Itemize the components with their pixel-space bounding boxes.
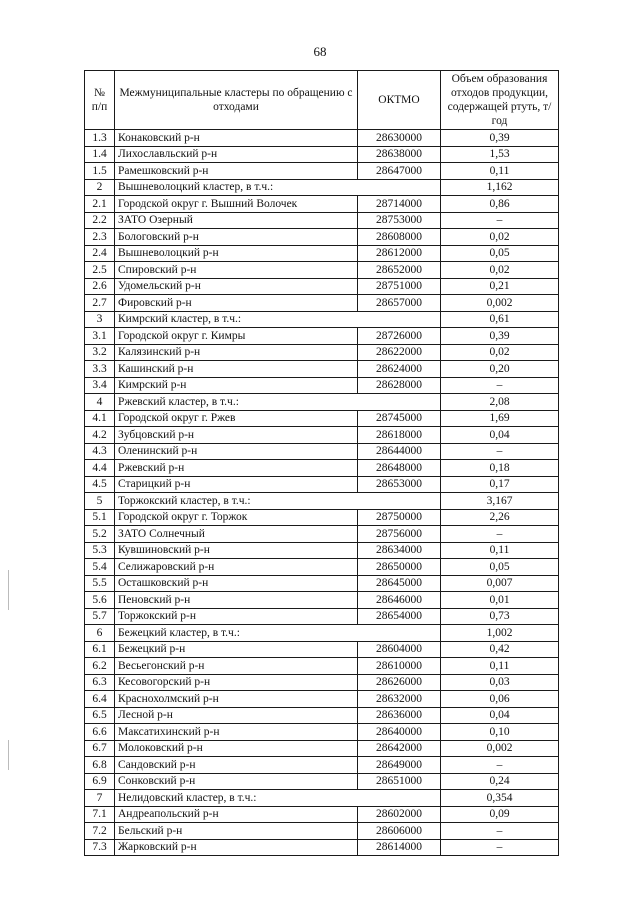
waste-volume: 0,354 <box>441 790 559 807</box>
municipality-name: Фировский р-н <box>115 295 358 312</box>
waste-volume: 0,04 <box>441 707 559 724</box>
municipality-name: Зубцовский р-н <box>115 427 358 444</box>
waste-volume: 0,11 <box>441 542 559 559</box>
waste-volume: 0,11 <box>441 163 559 180</box>
row-number: 2.1 <box>85 196 115 213</box>
scan-edge-mark <box>8 740 9 770</box>
row-number: 2.4 <box>85 245 115 262</box>
municipality-name: Сонковский р-н <box>115 773 358 790</box>
municipality-name: ЗАТО Озерный <box>115 212 358 229</box>
oktmo-code: 28652000 <box>358 262 441 279</box>
table-row <box>85 823 559 840</box>
table-row <box>85 344 559 361</box>
table-row <box>85 575 559 592</box>
waste-volume: 0,02 <box>441 344 559 361</box>
table-row <box>85 592 559 609</box>
row-number: 3.3 <box>85 361 115 378</box>
waste-volume: 0,05 <box>441 559 559 576</box>
row-number: 6 <box>85 625 115 642</box>
row-number: 6.3 <box>85 674 115 691</box>
header-num: № п/п <box>85 71 115 130</box>
cluster-row <box>85 179 559 196</box>
oktmo-code: 28653000 <box>358 476 441 493</box>
oktmo-code: 28753000 <box>358 212 441 229</box>
waste-volume: 0,05 <box>441 245 559 262</box>
table-row <box>85 674 559 691</box>
table-row <box>85 196 559 213</box>
oktmo-code: 28756000 <box>358 526 441 543</box>
waste-volume: 1,162 <box>441 179 559 196</box>
oktmo-code: 28612000 <box>358 245 441 262</box>
waste-volume: 0,002 <box>441 295 559 312</box>
table-row <box>85 559 559 576</box>
oktmo-code: 28642000 <box>358 740 441 757</box>
table-row <box>85 278 559 295</box>
row-number: 4.4 <box>85 460 115 477</box>
oktmo-code: 28628000 <box>358 377 441 394</box>
waste-volume: – <box>441 526 559 543</box>
waste-volume: 0,002 <box>441 740 559 757</box>
cluster-row <box>85 311 559 328</box>
row-number: 3.2 <box>85 344 115 361</box>
waste-volume: 0,42 <box>441 641 559 658</box>
table-row <box>85 526 559 543</box>
row-number: 6.7 <box>85 740 115 757</box>
cluster-name: Нелидовский кластер, в т.ч.: <box>115 790 441 807</box>
waste-volume: 0,02 <box>441 262 559 279</box>
waste-volume: 0,20 <box>441 361 559 378</box>
municipality-name: Максатихинский р-н <box>115 724 358 741</box>
table-row <box>85 641 559 658</box>
municipality-name: Селижаровский р-н <box>115 559 358 576</box>
oktmo-code: 28632000 <box>358 691 441 708</box>
municipality-name: Ржевский р-н <box>115 460 358 477</box>
row-number: 3 <box>85 311 115 328</box>
oktmo-code: 28726000 <box>358 328 441 345</box>
row-number: 5.3 <box>85 542 115 559</box>
waste-volume: 0,17 <box>441 476 559 493</box>
municipality-name: Рамешковский р-н <box>115 163 358 180</box>
oktmo-code: 28626000 <box>358 674 441 691</box>
waste-volume: 0,24 <box>441 773 559 790</box>
row-number: 7.2 <box>85 823 115 840</box>
waste-volume: – <box>441 377 559 394</box>
oktmo-code: 28634000 <box>358 542 441 559</box>
cluster-row <box>85 790 559 807</box>
municipality-name: Бологовский р-н <box>115 229 358 246</box>
waste-volume: 0,06 <box>441 691 559 708</box>
table-row <box>85 707 559 724</box>
row-number: 5 <box>85 493 115 510</box>
table-row <box>85 377 559 394</box>
table-row <box>85 443 559 460</box>
header-oktmo: ОКТМО <box>358 71 441 130</box>
oktmo-code: 28648000 <box>358 460 441 477</box>
oktmo-code: 28647000 <box>358 163 441 180</box>
oktmo-code: 28745000 <box>358 410 441 427</box>
waste-volume: 3,167 <box>441 493 559 510</box>
waste-clusters-table <box>84 70 559 856</box>
oktmo-code: 28622000 <box>358 344 441 361</box>
oktmo-code: 28604000 <box>358 641 441 658</box>
waste-volume: – <box>441 757 559 774</box>
row-number: 5.5 <box>85 575 115 592</box>
municipality-name: Удомельский р-н <box>115 278 358 295</box>
oktmo-code: 28651000 <box>358 773 441 790</box>
municipality-name: Кесовогорский р-н <box>115 674 358 691</box>
waste-volume: 1,69 <box>441 410 559 427</box>
table-row <box>85 658 559 675</box>
table-row <box>85 757 559 774</box>
oktmo-code: 28640000 <box>358 724 441 741</box>
row-number: 2.6 <box>85 278 115 295</box>
table-row <box>85 542 559 559</box>
row-number: 2.5 <box>85 262 115 279</box>
row-number: 7 <box>85 790 115 807</box>
scan-edge-mark <box>8 570 9 610</box>
waste-volume: 1,53 <box>441 146 559 163</box>
municipality-name: Вышневолоцкий р-н <box>115 245 358 262</box>
municipality-name: Старицкий р-н <box>115 476 358 493</box>
row-number: 2 <box>85 179 115 196</box>
row-number: 7.1 <box>85 806 115 823</box>
oktmo-code: 28750000 <box>358 509 441 526</box>
page-number: 68 <box>313 44 327 59</box>
municipality-name: Пеновский р-н <box>115 592 358 609</box>
row-number: 5.6 <box>85 592 115 609</box>
cluster-name: Торжокский кластер, в т.ч.: <box>115 493 441 510</box>
table-body <box>85 130 559 856</box>
waste-volume: – <box>441 212 559 229</box>
municipality-name: Жарковский р-н <box>115 839 358 856</box>
oktmo-code: 28654000 <box>358 608 441 625</box>
row-number: 1.3 <box>85 130 115 147</box>
table-row <box>85 460 559 477</box>
row-number: 6.4 <box>85 691 115 708</box>
oktmo-code: 28636000 <box>358 707 441 724</box>
waste-volume: 0,04 <box>441 427 559 444</box>
oktmo-code: 28657000 <box>358 295 441 312</box>
table-header-row <box>85 71 559 130</box>
row-number: 6.6 <box>85 724 115 741</box>
waste-volume: 0,10 <box>441 724 559 741</box>
municipality-name: Кувшиновский р-н <box>115 542 358 559</box>
waste-volume: 0,03 <box>441 674 559 691</box>
row-number: 5.1 <box>85 509 115 526</box>
table-row <box>85 245 559 262</box>
cluster-row <box>85 394 559 411</box>
waste-volume: 0,21 <box>441 278 559 295</box>
row-number: 3.4 <box>85 377 115 394</box>
table-row <box>85 295 559 312</box>
row-number: 6.1 <box>85 641 115 658</box>
municipality-name: Бельский р-н <box>115 823 358 840</box>
waste-volume: – <box>441 443 559 460</box>
table-row <box>85 806 559 823</box>
table-row <box>85 724 559 741</box>
oktmo-code: 28649000 <box>358 757 441 774</box>
row-number: 4.1 <box>85 410 115 427</box>
cluster-name: Вышневолоцкий кластер, в т.ч.: <box>115 179 441 196</box>
municipality-name: ЗАТО Солнечный <box>115 526 358 543</box>
table-row <box>85 262 559 279</box>
oktmo-code: 28630000 <box>358 130 441 147</box>
row-number: 5.7 <box>85 608 115 625</box>
municipality-name: Городской округ г. Вышний Волочек <box>115 196 358 213</box>
row-number: 7.3 <box>85 839 115 856</box>
oktmo-code: 28606000 <box>358 823 441 840</box>
municipality-name: Городской округ г. Кимры <box>115 328 358 345</box>
table-row <box>85 229 559 246</box>
waste-volume: – <box>441 823 559 840</box>
waste-volume: 0,39 <box>441 328 559 345</box>
oktmo-code: 28614000 <box>358 839 441 856</box>
oktmo-code: 28618000 <box>358 427 441 444</box>
oktmo-code: 28714000 <box>358 196 441 213</box>
cluster-name: Кимрский кластер, в т.ч.: <box>115 311 441 328</box>
oktmo-code: 28646000 <box>358 592 441 609</box>
table-row <box>85 328 559 345</box>
waste-volume: 0,09 <box>441 806 559 823</box>
waste-volume: 0,61 <box>441 311 559 328</box>
table-row <box>85 839 559 856</box>
municipality-name: Весьегонский р-н <box>115 658 358 675</box>
municipality-name: Андреапольский р-н <box>115 806 358 823</box>
oktmo-code: 28624000 <box>358 361 441 378</box>
table-row <box>85 427 559 444</box>
row-number: 1.4 <box>85 146 115 163</box>
table-row <box>85 163 559 180</box>
municipality-name: Лесной р-н <box>115 707 358 724</box>
municipality-name: Осташковский р-н <box>115 575 358 592</box>
table-row <box>85 410 559 427</box>
row-number: 5.2 <box>85 526 115 543</box>
table-row <box>85 608 559 625</box>
oktmo-code: 28602000 <box>358 806 441 823</box>
table-row <box>85 361 559 378</box>
row-number: 4 <box>85 394 115 411</box>
row-number: 6.8 <box>85 757 115 774</box>
row-number: 4.5 <box>85 476 115 493</box>
municipality-name: Бежецкий р-н <box>115 641 358 658</box>
waste-volume: 0,39 <box>441 130 559 147</box>
row-number: 5.4 <box>85 559 115 576</box>
cluster-row <box>85 625 559 642</box>
oktmo-code: 28645000 <box>358 575 441 592</box>
oktmo-code: 28638000 <box>358 146 441 163</box>
municipality-name: Кимрский р-н <box>115 377 358 394</box>
row-number: 6.9 <box>85 773 115 790</box>
waste-volume: 0,18 <box>441 460 559 477</box>
row-number: 2.7 <box>85 295 115 312</box>
municipality-name: Торжокский р-н <box>115 608 358 625</box>
municipality-name: Оленинский р-н <box>115 443 358 460</box>
oktmo-code: 28751000 <box>358 278 441 295</box>
waste-volume: – <box>441 839 559 856</box>
waste-volume: 0,11 <box>441 658 559 675</box>
header-volume: Объем образования отходов продукции, содержащей ртуть, т/год <box>441 71 559 130</box>
waste-volume: 2,08 <box>441 394 559 411</box>
oktmo-code: 28610000 <box>358 658 441 675</box>
row-number: 6.2 <box>85 658 115 675</box>
waste-volume: 2,26 <box>441 509 559 526</box>
oktmo-code: 28650000 <box>358 559 441 576</box>
municipality-name: Сандовский р-н <box>115 757 358 774</box>
row-number: 2.3 <box>85 229 115 246</box>
table-row <box>85 773 559 790</box>
table-row <box>85 146 559 163</box>
row-number: 2.2 <box>85 212 115 229</box>
cluster-row <box>85 493 559 510</box>
table-row <box>85 509 559 526</box>
table-row <box>85 691 559 708</box>
municipality-name: Калязинский р-н <box>115 344 358 361</box>
oktmo-code: 28608000 <box>358 229 441 246</box>
cluster-name: Ржевский кластер, в т.ч.: <box>115 394 441 411</box>
municipality-name: Спировский р-н <box>115 262 358 279</box>
municipality-name: Лихославльский р-н <box>115 146 358 163</box>
waste-volume: 0,86 <box>441 196 559 213</box>
table-row <box>85 476 559 493</box>
waste-volume: 1,002 <box>441 625 559 642</box>
municipality-name: Кашинский р-н <box>115 361 358 378</box>
table-row <box>85 130 559 147</box>
row-number: 1.5 <box>85 163 115 180</box>
municipality-name: Городской округ г. Торжок <box>115 509 358 526</box>
cluster-name: Бежецкий кластер, в т.ч.: <box>115 625 441 642</box>
oktmo-code: 28644000 <box>358 443 441 460</box>
row-number: 6.5 <box>85 707 115 724</box>
waste-volume: 0,73 <box>441 608 559 625</box>
header-name: Межмуниципальные кластеры по обращению с отходами <box>115 71 358 130</box>
row-number: 4.3 <box>85 443 115 460</box>
waste-volume: 0,01 <box>441 592 559 609</box>
municipality-name: Конаковский р-н <box>115 130 358 147</box>
municipality-name: Молоковский р-н <box>115 740 358 757</box>
waste-volume: 0,007 <box>441 575 559 592</box>
waste-volume: 0,02 <box>441 229 559 246</box>
municipality-name: Краснохолмский р-н <box>115 691 358 708</box>
table-row <box>85 212 559 229</box>
row-number: 3.1 <box>85 328 115 345</box>
municipality-name: Городской округ г. Ржев <box>115 410 358 427</box>
row-number: 4.2 <box>85 427 115 444</box>
table-row <box>85 740 559 757</box>
